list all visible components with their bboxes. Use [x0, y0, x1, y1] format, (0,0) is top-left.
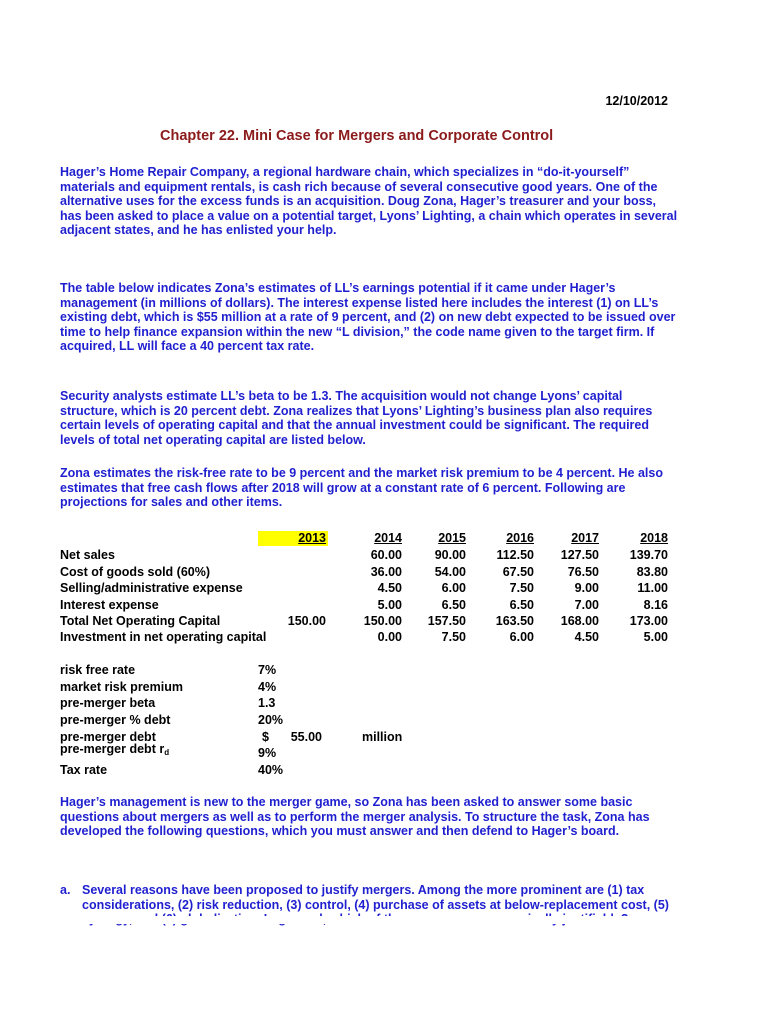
year-header: 2017 [571, 531, 599, 545]
input-label: pre-merger debt [60, 730, 156, 744]
cell: 67.50 [502, 565, 534, 579]
cell: 150.00 [363, 614, 402, 628]
cell: 8.16 [643, 598, 668, 612]
cell: 139.70 [629, 548, 668, 562]
input-value: 20% [258, 713, 284, 727]
input-value: 9% [258, 746, 277, 760]
row-label: Investment in net operating capital [60, 630, 267, 644]
cell: 6.50 [509, 598, 534, 612]
cell: 54.00 [434, 565, 466, 579]
rates-paragraph: Zona estimates the risk-free rate to be 9 percent and the market risk premium to be 4 percent. He also estimates that free cash flows after 2018 will grow at a constant rate of 6 percent. Following are projections for sales and other items. [60, 466, 663, 510]
year-header: 2016 [506, 531, 534, 545]
cell: 5.00 [377, 598, 402, 612]
input-label: pre-merger beta [60, 696, 156, 710]
year-header: 2018 [640, 531, 668, 545]
unit-label: million [362, 730, 403, 744]
currency-symbol: $ [262, 730, 269, 744]
cell: 60.00 [370, 548, 402, 562]
row-label: Net sales [60, 548, 115, 562]
year-header: 2014 [374, 531, 402, 545]
cell: 7.50 [509, 581, 534, 595]
row-label: Cost of goods sold (60%) [60, 565, 210, 579]
cell: 7.00 [574, 598, 599, 612]
row-label: Selling/administrative expense [60, 581, 243, 595]
cell: 127.50 [560, 548, 599, 562]
input-value: 7% [258, 663, 277, 677]
earnings-paragraph: The table below indicates Zona’s estimates of LL’s earnings potential if it came under Hager’s management (in millions of dollars). The interest expense listed here includes the interest (1) on LL’s existing debt, which is $55 million at a rate of 9 percent, and (2) on new debt expected to be issued over time to help finance expansion within the new “L division,” the code name given to the target firm. If acquired, LL will face a 40 percent tax rate. [60, 281, 676, 354]
input-value: 55.00 [290, 730, 322, 744]
row-label: Total Net Operating Capital [60, 614, 221, 628]
year-header: 2013 [298, 531, 326, 545]
cell: 4.50 [377, 581, 402, 595]
cell: 76.50 [567, 565, 599, 579]
cell: 150.00 [287, 614, 326, 628]
cell: 168.00 [560, 614, 599, 628]
question-marker: a. [60, 883, 71, 897]
cell: 173.00 [629, 614, 668, 628]
cell: 0.00 [377, 630, 402, 644]
cell: 36.00 [370, 565, 402, 579]
input-label: market risk premium [60, 680, 183, 694]
cell: 6.00 [441, 581, 466, 595]
cell: 11.00 [637, 581, 668, 595]
input-label: pre-merger debt $r_d$ [60, 742, 170, 757]
cell: 6.50 [441, 598, 466, 612]
questions-intro-paragraph: Hager’s management is new to the merger game, so Zona has been asked to answer some basic questions about mergers as well as to perform the merger analysis. To structure the task, Zona has developed the following questions, which you must answer and then defend to Hager’s board. [60, 795, 650, 839]
cell: 9.00 [574, 581, 599, 595]
input-value: 4% [258, 680, 277, 694]
cell: 83.80 [636, 565, 668, 579]
cell: 157.50 [427, 614, 466, 628]
cell: 163.50 [495, 614, 534, 628]
cell: 7.50 [441, 630, 466, 644]
page-cutoff [0, 916, 768, 924]
input-label: Tax rate [60, 763, 108, 777]
cell: 4.50 [574, 630, 599, 644]
intro-paragraph: Hager’s Home Repair Company, a regional hardware chain, which specializes in “do-it-yourself” materials and equipment rentals, is cash rich because of several consecutive good years. One of the alternative uses for the excess funds is an acquisition. Doug Zona, Hager’s treasurer and your boss, has been asked to place a value on a potential target, Lyons’ Lighting, a chain which operates in several adjacent states, and he has enlisted your help. [60, 165, 678, 238]
cell: 6.00 [509, 630, 534, 644]
year-header: 2015 [438, 531, 466, 545]
document-date: 12/10/2012 [605, 94, 668, 108]
input-label: pre-merger % debt [60, 713, 171, 727]
cell: 112.50 [496, 548, 534, 562]
input-label: risk free rate [60, 663, 136, 677]
cell: 90.00 [434, 548, 466, 562]
cell: 5.00 [643, 630, 668, 644]
beta-paragraph: Security analysts estimate LL’s beta to be 1.3. The acquisition would not change Lyons’ capital structure, which is 20 percent debt. Zona realizes that Lyons’ Lighting’s business plan also requires certain levels of operating capital and that the annual investment could be significant. The required levels of total net operating capital are listed below. [60, 389, 653, 447]
input-value: 1.3 [258, 696, 276, 710]
input-value: 40% [258, 763, 284, 777]
chapter-title: Chapter 22. Mini Case for Mergers and Corporate Control [160, 128, 554, 144]
row-label: Interest expense [60, 598, 159, 612]
question-a-text: Several reasons have been proposed to justify mergers. Among the more prominent are (1) tax considerations, (2) risk reduction, (3) control, (4) purchase of assets at below-replacement cost, (5) [82, 883, 669, 912]
